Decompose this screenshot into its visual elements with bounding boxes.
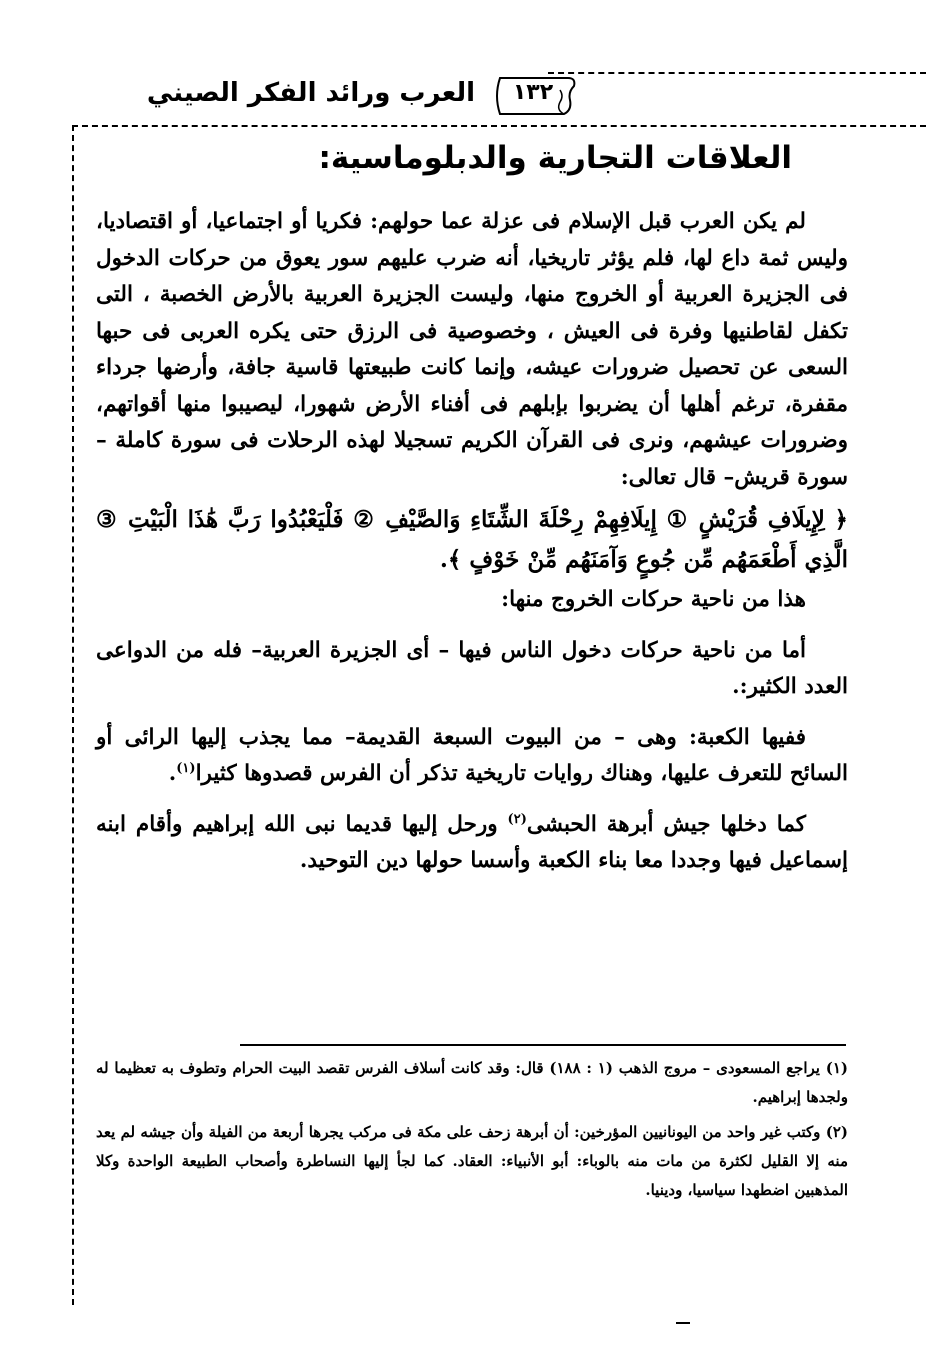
footnote-2: (٢) وكتب غير واحد من اليونانيين المؤرخين: أن أبرهة زحف على مكة فى مركب يجرها أربعة من الفيلة وأن جيشه لم يعد منه إلا القليل لكثرة من مات منه بالوباء: أبو الأنبياء: العقاد. كما لجأ إليها النساطرة وأصحاب الطبيعة الواحدة وكلا المذهبين اضطهدا سياسيا، ودينيا. (96, 1123, 848, 1199)
footnote-separator (240, 1044, 846, 1046)
frame-left-dashed-rule (72, 125, 74, 1305)
paragraph-abraha-start: كما دخلها جيش أبرهة الحبشى (526, 811, 806, 837)
quran-verse: ﴿ لِإِيلَافِ قُرَيْشٍ ① إِيلَافِهِمْ رِحْلَةَ الشِّتَاءِ وَالصَّيْفِ ② فَلْيَعْبُدُوا رَبَّ هَٰذَا الْبَيْتِ ③ الَّذِي أَطْعَمَهُم مِّن جُوعٍ وَآمَنَهُم مِّنْ خَوْفٍ ﴾. (96, 506, 848, 573)
footnote-ref-1: (١) (176, 760, 196, 776)
bottom-mark (676, 1322, 690, 1324)
footnote-ref-2: (٢) (507, 811, 527, 827)
section-heading: العلاقات التجارية والدبلوماسية: (318, 140, 792, 176)
header-dashed-rule (548, 72, 926, 74)
running-title: العرب ورائد الفكر الصيني (146, 78, 476, 108)
paragraph-abraha-end: ورحل إليها قديما نبى الله إبراهيم وأقام ابنه إسماعيل فيها وجددا معا بناء الكعبة وأسسا حولها دين التوحيد. (96, 811, 848, 873)
paragraph-exit-movements: هذا من ناحية حركات الخروج منها: (501, 587, 806, 612)
paragraph-kaaba-end: . (168, 761, 177, 786)
paragraph-kaaba (96, 720, 848, 793)
main-text (96, 204, 848, 880)
frame-top-dashed-rule (72, 125, 926, 127)
paragraph-kaaba-text: ففيها الكعبة: وهى – من البيوت السبعة القديمة– مما يجذب إليها الرائى أو السائح للتعرف عليها، وهناك روايات تاريخية تذكر أن الفرس قصدوها كثيرا (96, 724, 848, 786)
paragraph-entry-movements: أما من ناحية حركات دخول الناس فيها – أى الجزيرة العربية– فله من الدواعى العدد الكثير:. (96, 637, 848, 699)
footnote-1: (١) يراجع المسعودى – مروج الذهب (١ : ١٨٨) قال: وقد كانت أسلاف الفرس تقصد البيت الحرام وتطوف به تعظيما له ولجدها إبراهيم. (96, 1059, 848, 1106)
footnotes (96, 1054, 848, 1211)
page-number: ١٣٢ (512, 80, 554, 105)
paragraph-intro: لم يكن العرب قبل الإسلام فى عزلة عما حولهم: فكريا أو اجتماعيا، أو اقتصاديا، وليس ثمة داع لها، فلم يؤثر تاريخيا، أنه ضرب عليهم سور يعوق من حركات الدخول فى الجزيرة العربية أو الخروج منها، وليست الجزيرة العربية بالأرض الخصبة ، التى تكفل لقاطنيها وفرة فى العيش ، وخصوصية فى الرزق حتى يكره العربى فى حبها السعى عن تحصيل ضرورات عيشه، وإنما كانت طبيعتها قاسية جافة، وأرضها جرداء مقفرة، ترغم أهلها أن يضربوا بإبلهم فى أفناء الأرض شهورا، ليصيبوا منها أقواتهم، وضرورات عيشهم، ونرى فى القرآن الكريم تسجيلا لهذه الرحلات فى سورة كاملة – سورة قريش– قال تعالى: (96, 209, 848, 490)
paragraph-abraha (96, 807, 848, 880)
